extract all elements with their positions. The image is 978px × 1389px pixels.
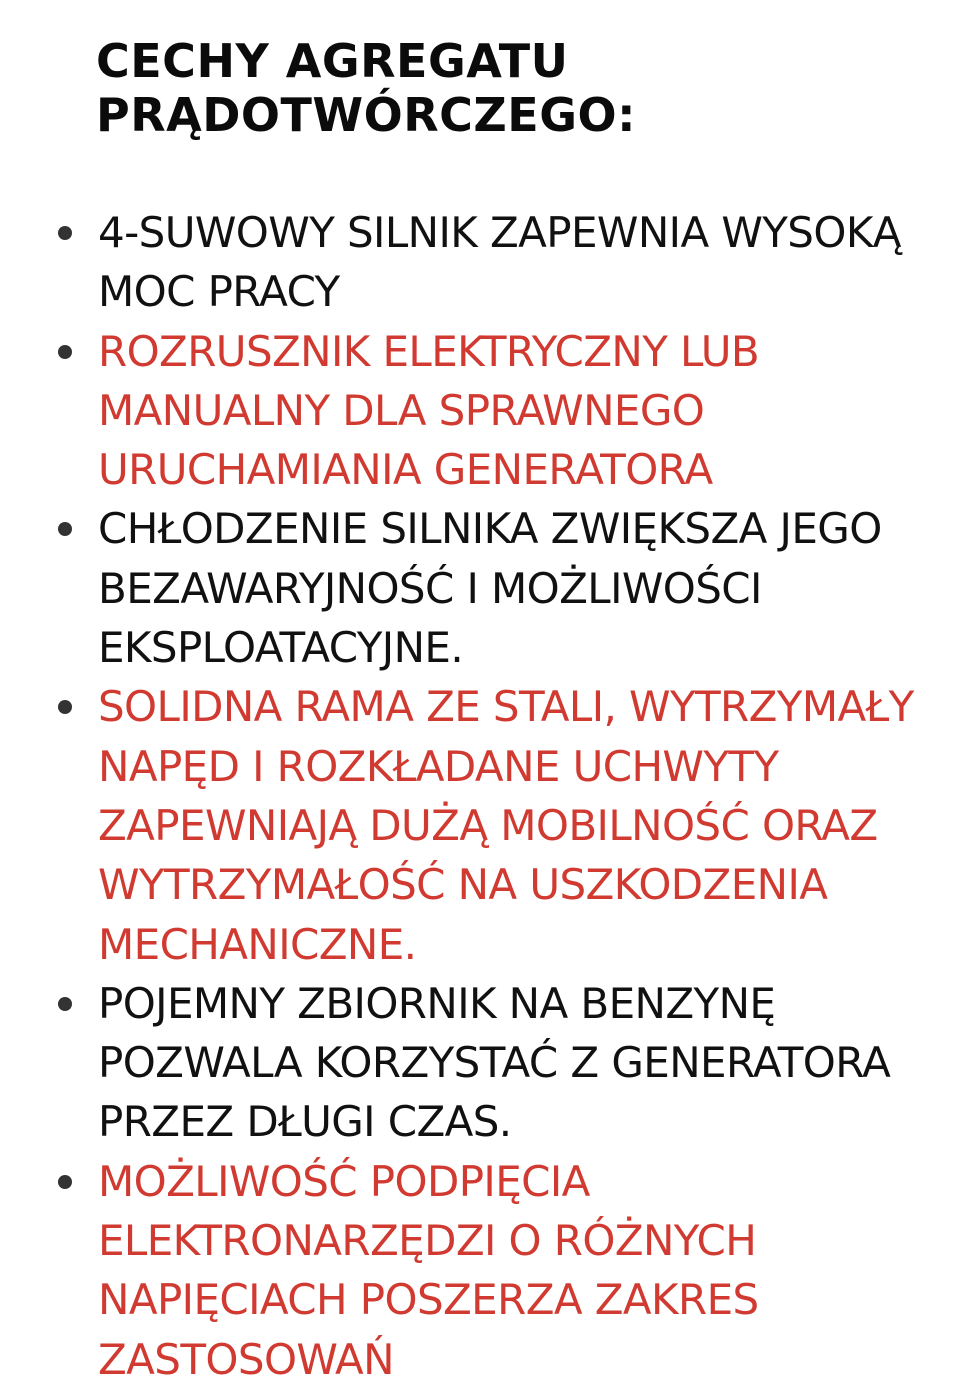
page-title-line-1: CECHY AGREGATU — [96, 34, 569, 88]
feature-text: CHŁODZENIE SILNIKA ZWIĘKSZA JEGO BEZAWARYJNOŚĆ I MOŻLIWOŚCI EKSPLOATACYJNE. — [98, 504, 882, 673]
bullet-icon — [58, 700, 72, 714]
bullet-icon — [58, 345, 72, 359]
feature-text: SOLIDNA RAMA ZE STALI, WYTRZYMAŁY NAPĘD I ROZKŁADANE UCHWYTY ZAPEWNIAJĄ DUŻĄ MOBILNOŚĆ ORAZ WYTRZYMAŁOŚĆ NA USZKODZENIA MECHANICZNE. — [98, 682, 914, 969]
feature-text: POJEMNY ZBIORNIK NA BENZYNĘ POZWALA KORZYSTAĆ Z GENERATORA PRZEZ DŁUGI CZAS. — [98, 978, 891, 1147]
bullet-icon — [58, 226, 72, 240]
feature-list — [0, 203, 978, 1389]
feature-item — [0, 677, 978, 973]
feature-item — [0, 1152, 978, 1389]
bullet-icon — [58, 1175, 72, 1189]
feature-item — [0, 499, 978, 677]
feature-text: ROZRUSZNIK ELEKTRYCZNY LUB MANUALNY DLA SPRAWNEGO URUCHAMIANIA GENERATORA — [98, 326, 760, 495]
feature-text: MOŻLIWOŚĆ PODPIĘCIA ELEKTRONARZĘDZI O RÓŻNYCH NAPIĘCIACH POSZERZA ZAKRES ZASTOSOWAŃ — [98, 1156, 759, 1384]
page-title — [96, 34, 956, 142]
feature-item — [0, 322, 978, 500]
feature-item — [0, 974, 978, 1152]
feature-item — [0, 203, 978, 322]
bullet-icon — [58, 997, 72, 1011]
bullet-icon — [58, 522, 72, 536]
page-title-line-2: PRĄDOTWÓRCZEGO: — [96, 88, 636, 142]
feature-text: 4-SUWOWY SILNIK ZAPEWNIA WYSOKĄ MOC PRACY — [98, 208, 901, 317]
